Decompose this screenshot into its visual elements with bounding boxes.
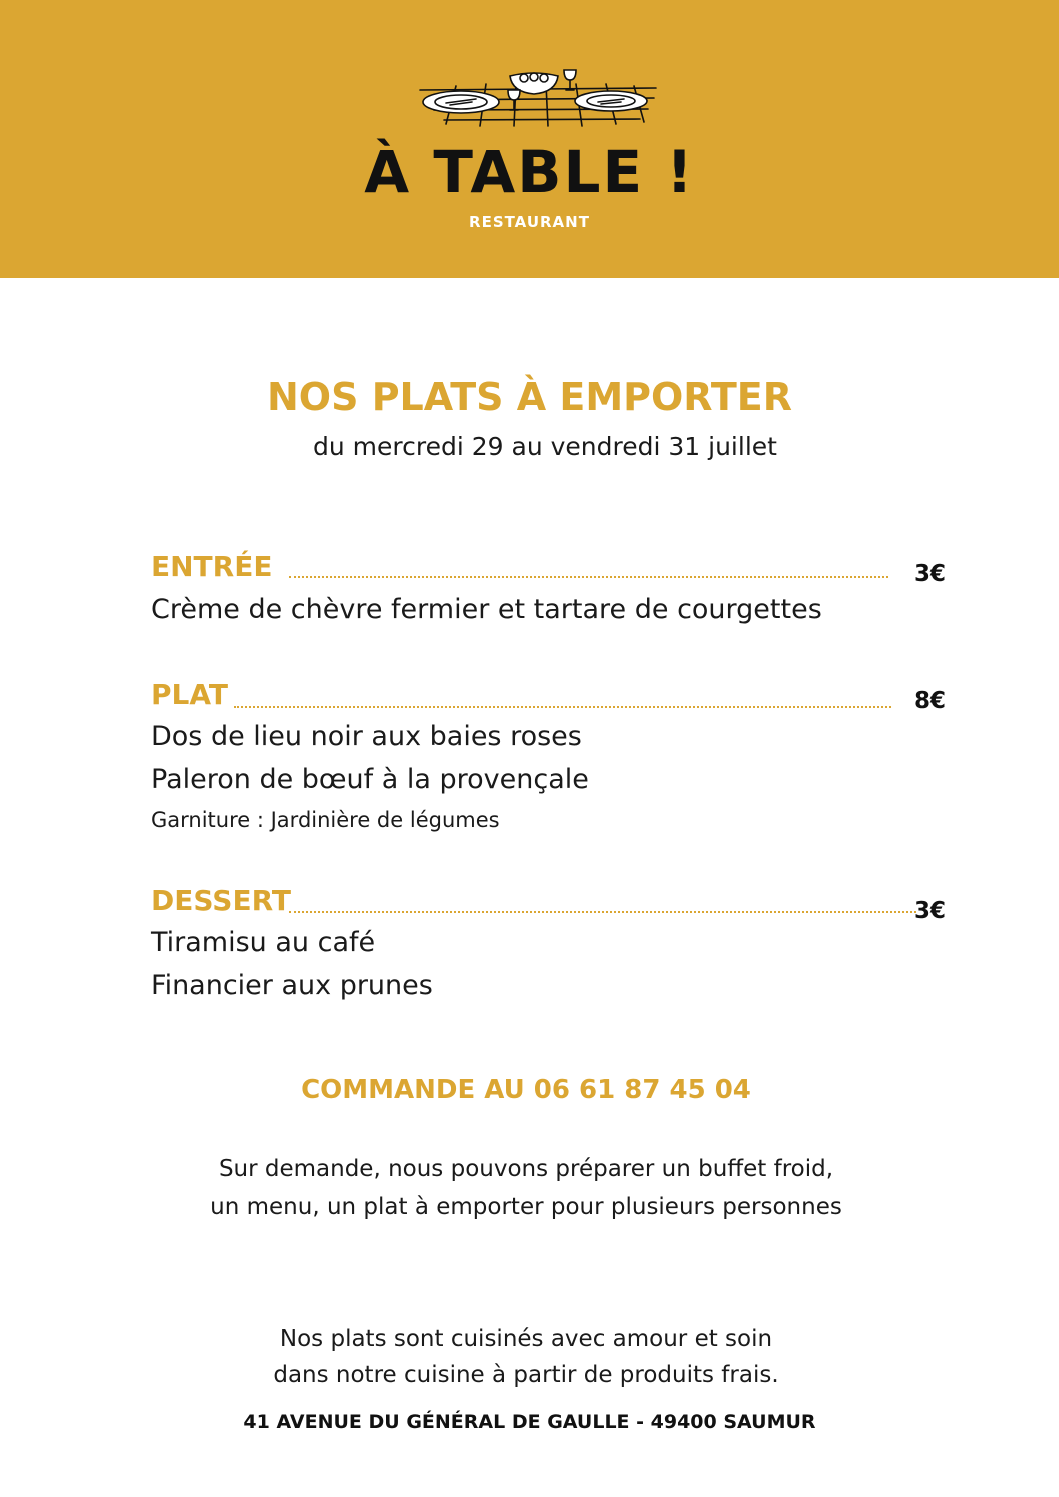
menu-item: Financier aux prunes: [151, 970, 433, 1001]
price-entree: 3€: [914, 561, 947, 587]
price-dessert: 3€: [914, 898, 947, 924]
logo-subtitle: RESTAURANT: [469, 213, 590, 231]
section-title-dessert: DESSERT: [151, 884, 291, 917]
section-title-plat: PLAT: [151, 678, 228, 711]
menu-item: Tiramisu au café: [151, 927, 376, 958]
dotted-leader: [289, 911, 916, 913]
dotted-leader: [234, 706, 891, 708]
menu-item: Crème de chèvre fermier et tartare de courgettes: [151, 594, 822, 625]
table-setting-icon: [416, 68, 662, 128]
section-title-entree: ENTRÉE: [151, 550, 273, 583]
menu-item: Paleron de bœuf à la provençale: [151, 764, 589, 795]
address: 41 AVENUE DU GÉNÉRAL DE GAULLE - 49400 SAUMUR: [243, 1411, 816, 1433]
order-phone: COMMANDE AU 06 61 87 45 04: [301, 1075, 751, 1105]
closing-line: dans notre cuisine à partir de produits frais.: [273, 1362, 779, 1388]
page-title: NOS PLATS À EMPORTER: [266, 375, 792, 419]
date-range: du mercredi 29 au vendredi 31 juillet: [313, 432, 777, 461]
info-line: un menu, un plat à emporter pour plusieurs personnes: [210, 1194, 842, 1220]
closing-line: Nos plats sont cuisinés avec amour et soin: [279, 1326, 773, 1352]
dotted-leader: [289, 576, 888, 578]
garnish-note: Garniture : Jardinière de légumes: [151, 808, 500, 832]
header-banner: [0, 0, 1059, 278]
menu-item: Dos de lieu noir aux baies roses: [151, 721, 582, 752]
logo-text: À TABLE !: [364, 138, 695, 206]
price-plat: 8€: [914, 688, 947, 714]
info-line: Sur demande, nous pouvons préparer un buffet froid,: [218, 1156, 834, 1182]
